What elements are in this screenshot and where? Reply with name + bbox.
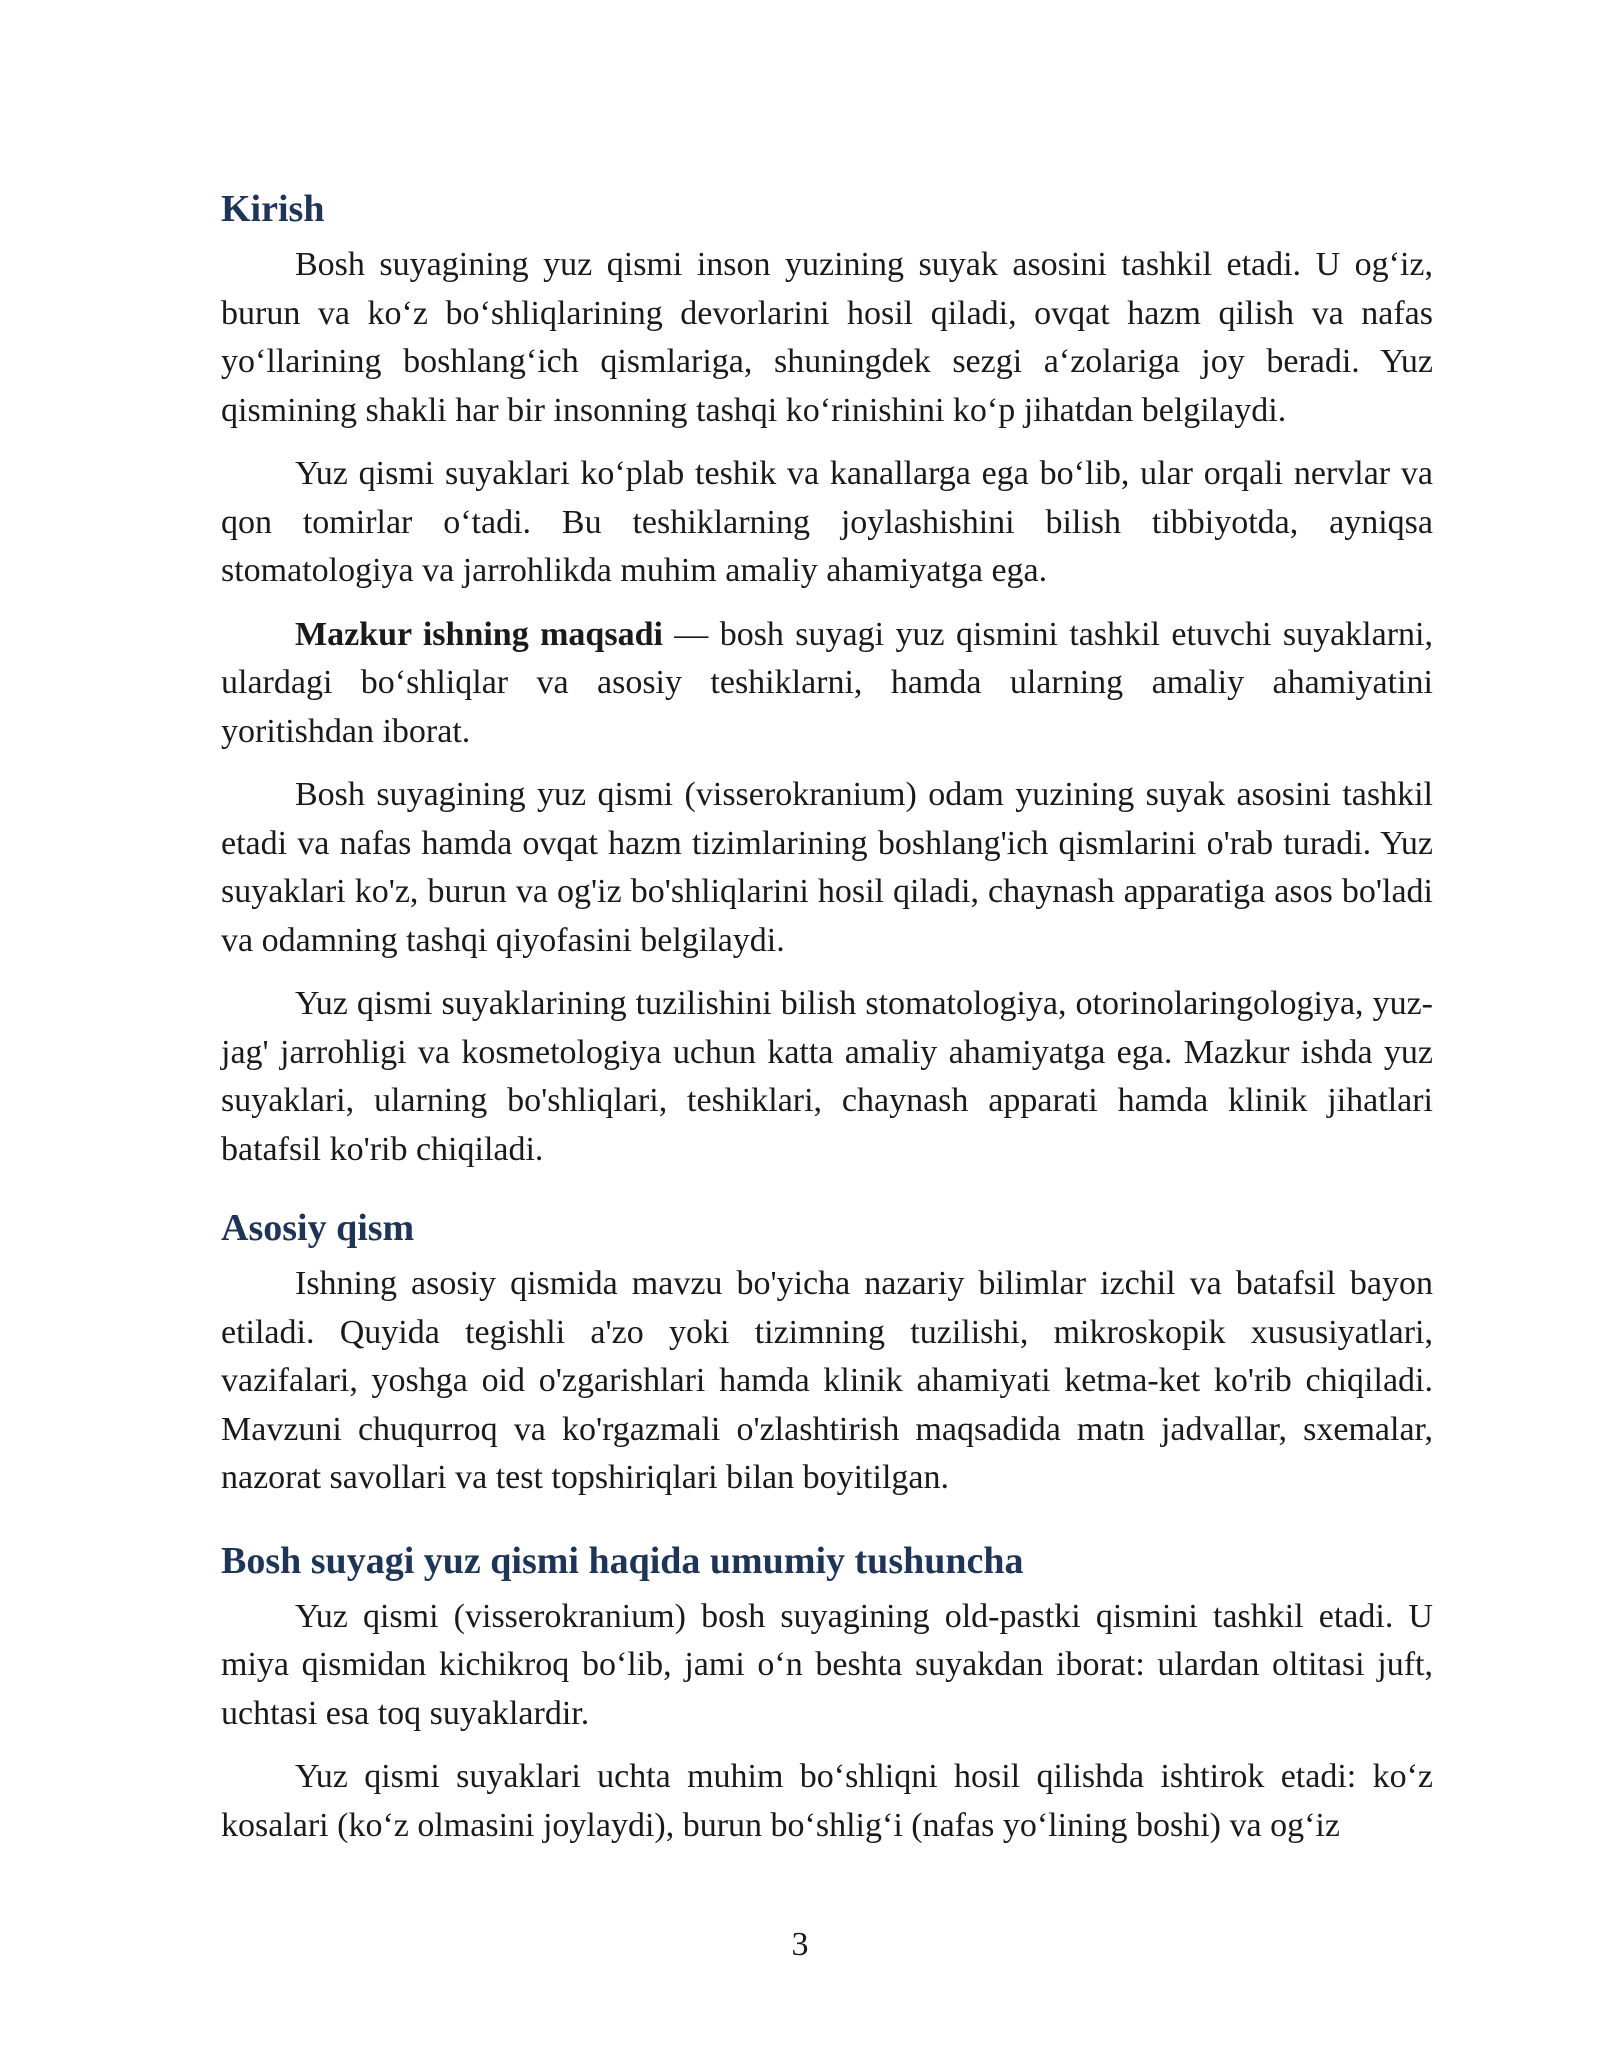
page-number: 3 [791, 1926, 809, 1963]
paragraph-intro-4: Bosh suyagining yuz qismi (visserokranium) odam yuzining suyak asosini tashkil etadi va nafas hamda ovqat hazm tizimlarining boshlang'ich qismlarini o'rab turadi. Yuz suyaklari ko'z, burun va og'iz bo'shliqlarini hosil qiladi, chaynash apparatiga asos bo'ladi va odamning tashqi qiyofasini belgilaydi. [221, 776, 1433, 959]
paragraph-intro-5: Yuz qismi suyaklarining tuzilishini bilish stomatologiya, otorinolaringologiya, yuz-jag' jarrohligi va kosmetologiya uchun katta amaliy ahamiyatga ega. Mazkur ishda yuz suyaklari, ularning bo'shliqlari, teshiklari, chaynash apparati hamda klinik jihatlari batafsil ko'rib chiqiladi. [221, 985, 1433, 1168]
paragraph-concept-2: Yuz qismi suyaklari uchta muhim bo‘shliqni hosil qilishda ishtirok etadi: ko‘z kosalari (ko‘z olmasini joylaydi), burun bo‘shlig‘i (nafas yo‘lining boshi) va og‘iz [221, 1758, 1433, 1844]
paragraph-aim [221, 611, 1433, 757]
document-page [221, 185, 1433, 1865]
paragraph-concept-1: Yuz qismi (visserokranium) bosh suyagining old-pastki qismini tashkil etadi. U miya qismidan kichikroq bo‘lib, jami o‘n beshta suyakdan iborat: ulardan oltitasi juft, uchtasi esa toq suyaklardir. [221, 1597, 1433, 1732]
heading-asosiy-qism: Asosiy qism [221, 1207, 415, 1249]
heading-kirish: Kirish [221, 188, 325, 230]
heading-general-concept: Bosh suyagi yuz qismi haqida umumiy tushuncha [221, 1539, 1024, 1582]
aim-label: Mazkur ishning maqsadi [295, 615, 663, 653]
paragraph-intro-2: Yuz qismi suyaklari ko‘plab teshik va kanallarga ega bo‘lib, ular orqali nervlar va qon tomirlar o‘tadi. Bu teshiklarning joylashishini bilish tibbiyotda, ayniqsa stomatologiya va jarrohlikda muhim amaliy ahamiyatga ega. [221, 455, 1433, 589]
paragraph-main-1: Ishning asosiy qismida mavzu bo'yicha nazariy bilimlar izchil va batafsil bayon etiladi. Quyida tegishli a'zo yoki tizimning tuzilishi, mikroskopik xususiyatlari, vazifalari, yoshga oid o'zgarishlari hamda klinik ahamiyati ketma-ket ko'rib chiqiladi. Mavzuni chuqurroq va ko'rgazmali o'zlashtirish maqsadida matn jadvallar, sxemalar, nazorat savollari va test topshiriqlari bilan boyitilgan. [221, 1265, 1433, 1496]
aim-text: — bosh suyagi yuz qismini tashkil etuvchi suyaklarni, ulardagi bo‘shliqlar va asosiy teshiklarni, hamda ularning amaliy ahamiyatini yoritishdan iborat. [221, 615, 1433, 750]
paragraph-intro-1: Bosh suyagining yuz qismi inson yuzining suyak asosini tashkil etadi. U og‘iz, burun va ko‘z bo‘shliqlarining devorlarini hosil qiladi, ovqat hazm qilish va nafas yo‘llarining boshlang‘ich qismlariga, shuningdek sezgi a‘zolariga joy beradi. Yuz qismining shakli har bir insonning tashqi ko‘rinishini ko‘p jihatdan belgilaydi. [221, 246, 1433, 429]
